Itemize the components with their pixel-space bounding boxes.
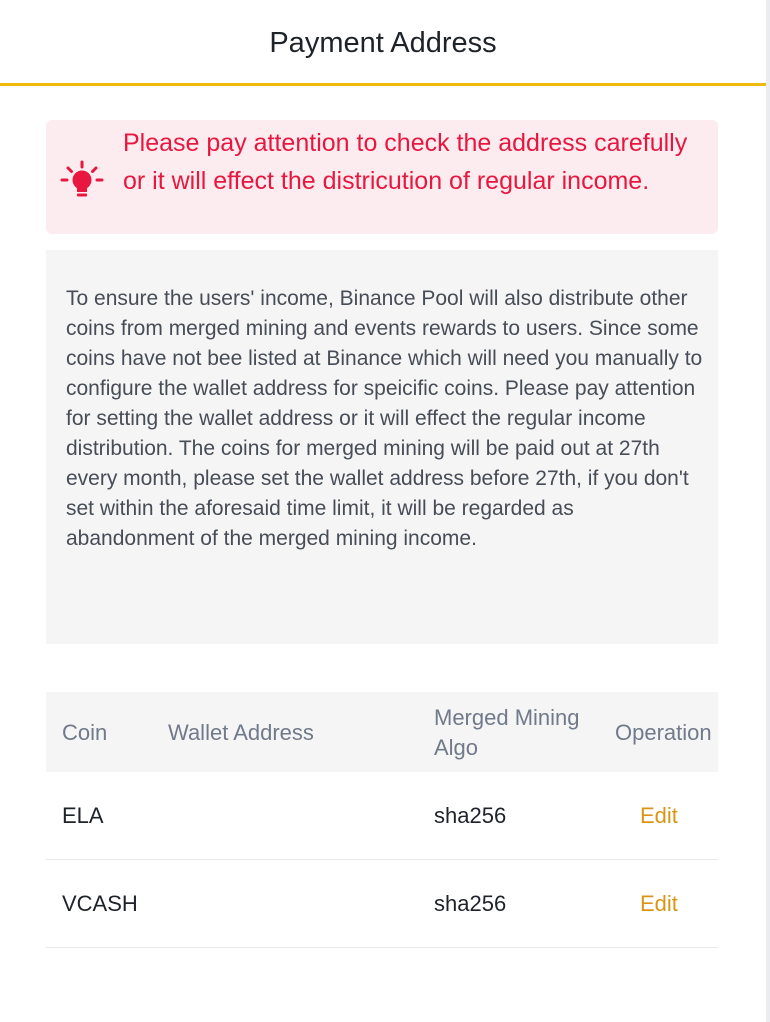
table-header — [46, 692, 718, 772]
warning-alert — [46, 120, 718, 234]
info-text: To ensure the users' income, Binance Pool will also distribute other coins from merged mining and events rewards to users. Since some coins have not bee listed at Binance which will need you manually to configure the wallet address for speicific coins. Please pay attention for setting the wallet address or it will effect the regular income distribution. The coins for merged mining will be paid out at 27th every month, please set the wallet address before 27th, if you don't set within the aforesaid time limit, it will be regarded as abandonment of the merged mining income. — [66, 287, 703, 550]
page-title: Payment Address — [269, 27, 497, 59]
modal-header — [0, 0, 766, 86]
table-row — [46, 860, 718, 948]
payment-address-table — [46, 692, 718, 948]
table-row — [46, 772, 718, 860]
coin-cell: VCASH — [62, 891, 138, 916]
column-header-wallet-address: Wallet Address — [168, 720, 314, 745]
column-header-coin: Coin — [62, 720, 108, 745]
info-box — [46, 250, 718, 644]
lightbulb-icon — [60, 160, 104, 200]
scrollbar-edge — [766, 0, 770, 1022]
edit-button[interactable]: Edit — [640, 803, 678, 828]
column-header-merged-mining-algo: Merged Mining Algo — [434, 705, 580, 760]
edit-button[interactable]: Edit — [640, 891, 678, 916]
column-header-operation: Operation — [615, 720, 712, 745]
algo-cell: sha256 — [434, 803, 507, 828]
coin-cell: ELA — [62, 803, 104, 828]
algo-cell: sha256 — [434, 891, 507, 916]
alert-message: Please pay attention to check the address carefully or it will effect the districution of regular income. — [123, 129, 688, 195]
